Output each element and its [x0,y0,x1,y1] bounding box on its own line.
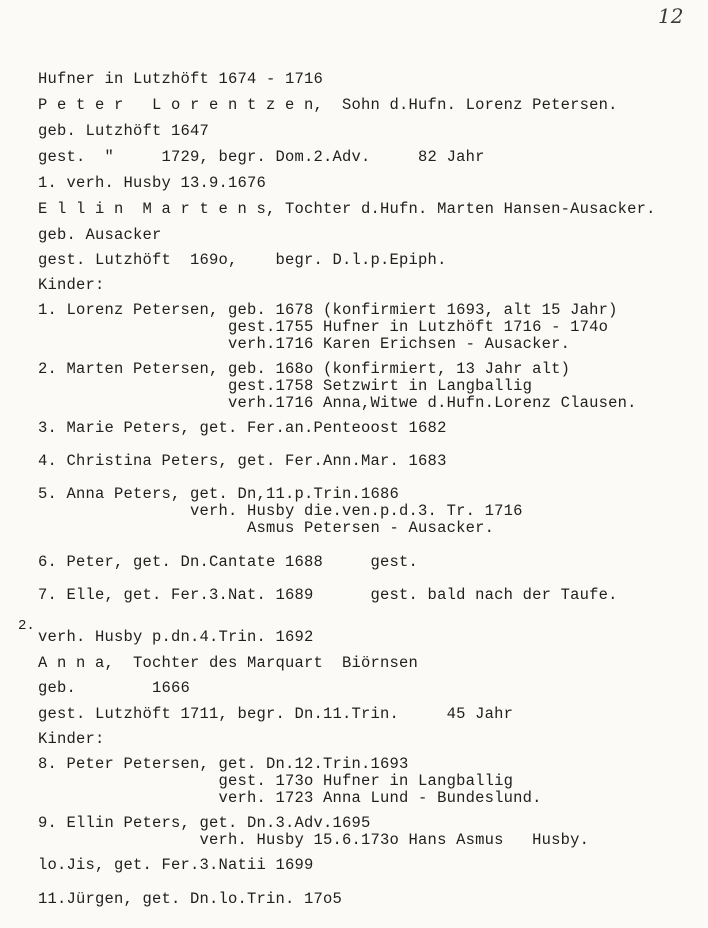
text-line: gest. " 1729, begr. Dom.2.Adv. 82 Jahr [38,148,485,166]
text-line: 7. Elle, get. Fer.3.Nat. 1689 gest. bald nach der Taufe. [38,586,618,604]
text-line: lo.Jis, get. Fer.3.Natii 1699 [38,856,314,874]
text-line: verh. Husby p.dn.4.Trin. 1692 [38,628,314,646]
text-line: verh. Husby 15.6.173o Hans Asmus Husby. [38,831,590,849]
text-line: gest. Lutzhöft 1711, begr. Dn.11.Trin. 45 Jahr [38,705,514,723]
text-line: 1. verh. Husby 13.9.1676 [38,174,267,192]
marginal-note: 2. [18,618,35,634]
text-line: 8. Peter Petersen, get. Dn.12.Trin.1693 [38,755,409,773]
text-line: 5. Anna Peters, get. Dn,11.p.Trin.1686 [38,485,400,503]
text-line: verh.1716 Karen Erichsen - Ausacker. [38,335,571,353]
text-line: Asmus Petersen - Ausacker. [38,519,495,537]
text-line: Kinder: [38,730,105,748]
text-line: Hufner in Lutzhöft 1674 - 1716 [38,70,324,88]
text-line: geb. Lutzhöft 1647 [38,122,210,140]
text-line: 3. Marie Peters, get. Fer.an.Penteoost 1682 [38,419,447,437]
text-line: gest.1755 Hufner in Lutzhöft 1716 - 174o [38,318,609,336]
page-number: 12 [658,4,684,28]
text-line: verh. 1723 Anna Lund - Bundeslund. [38,789,542,807]
text-line: P e t e r L o r e n t z e n, Sohn d.Hufn. Lorenz Petersen. [38,96,618,114]
text-line: gest.1758 Setzwirt in Langballig [38,377,533,395]
text-line: A n n a, Tochter des Marquart Biörnsen [38,654,419,672]
text-line: verh. Husby die.ven.p.d.3. Tr. 1716 [38,502,523,520]
text-line: geb. 1666 [38,679,191,697]
text-line: 6. Peter, get. Dn.Cantate 1688 gest. [38,553,419,571]
text-line: gest. Lutzhöft 169o, begr. D.l.p.Epiph. [38,251,447,269]
text-line: 11.Jürgen, get. Dn.lo.Trin. 17o5 [38,890,343,908]
text-line: 9. Ellin Peters, get. Dn.3.Adv.1695 [38,814,371,832]
text-line: E l l i n M a r t e n s, Tochter d.Hufn. Marten Hansen-Ausacker. [38,200,656,218]
text-line: 4. Christina Peters, get. Fer.Ann.Mar. 1683 [38,452,447,470]
text-line: geb. Ausacker [38,226,162,244]
text-line: Kinder: [38,276,105,294]
text-line: 1. Lorenz Petersen, geb. 1678 (konfirmiert 1693, alt 15 Jahr) [38,301,618,319]
text-line: verh.1716 Anna,Witwe d.Hufn.Lorenz Clausen. [38,394,637,412]
text-line: gest. 173o Hufner in Langballig [38,772,514,790]
text-line: 2. Marten Petersen, geb. 168o (konfirmiert, 13 Jahr alt) [38,360,571,378]
